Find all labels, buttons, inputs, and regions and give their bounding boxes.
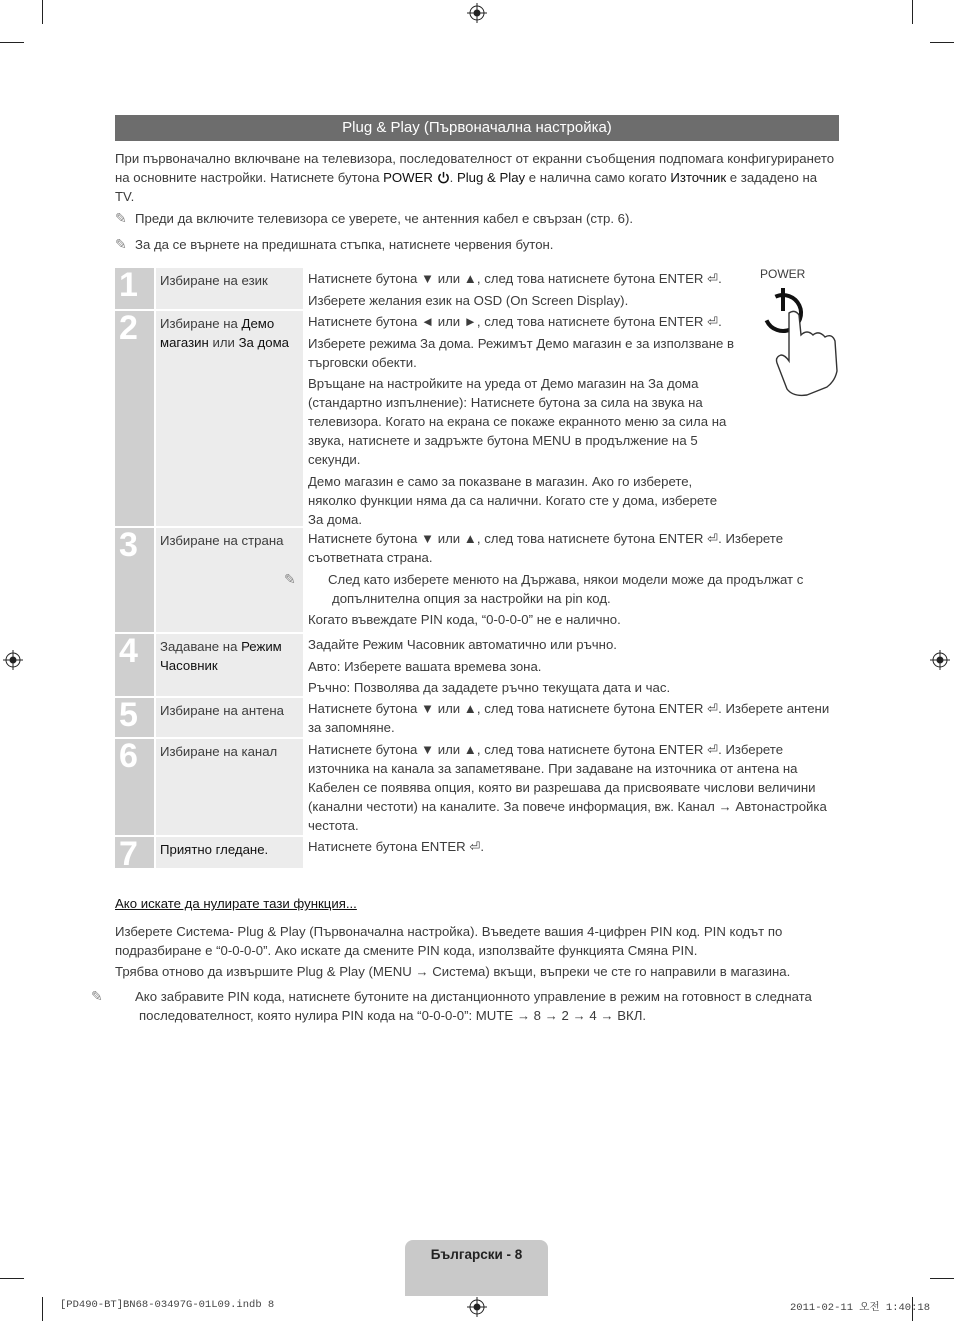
step-number: 1 (115, 268, 154, 309)
note-pencil-icon: ✎ (91, 988, 103, 1004)
step-label: Избиране на Демо магазин или За дома (156, 311, 303, 526)
step-description: Натиснете бутона ▼ или ▲, след това натиснете бутона ENTER ⏎. Изберете съответната страна. ✎ След като изберете менюто на Държава, някои модели може да продължат с допълнителна опция за настройки на pin код. Когато въвеждате PIN кода, “0-0-0-0” не е налично. (284, 531, 804, 627)
crop-mark (930, 1278, 954, 1279)
crop-mark (0, 42, 24, 43)
step-number: 4 (115, 634, 154, 696)
registration-mark-icon (3, 650, 23, 670)
section-title: Plug & Play (Първоначална настройка) (115, 115, 839, 141)
note-back: ✎ За да се върнете на предишната стъпка, натиснете червения бутон. (115, 236, 554, 252)
crop-mark (930, 42, 954, 43)
note-pencil-icon: ✎ (115, 236, 127, 252)
step-label: Избиране на страна (156, 528, 303, 632)
step-label: Приятно гледане. (156, 837, 303, 868)
step-description: Натиснете бутона ▼ или ▲, след това натиснете бутона ENTER ⏎. Изберете източника на канала за запаметяване. При задаване на източника от антена на Кабелен се появява опция, която ви разрешава да присвоявате числови величини (канални честоти) на каналите. За повече информация, вж. Канал → Автонастройка честота. (308, 742, 827, 833)
step-description: Натиснете бутона ▼ или ▲, след това натиснете бутона ENTER ⏎. Изберете антени за запомняне. (308, 701, 830, 735)
step-number: 7 (115, 837, 154, 868)
step-number: 2 (115, 311, 154, 526)
step-description: Натиснете бутона ENTER ⏎. (308, 839, 485, 854)
power-icon (437, 171, 450, 184)
step-description: Задайте Режим Часовник автоматично или ръчно. Авто: Изберете вашата времева зона. Ръчно: Позволява да зададете ръчно текущата дата и час. (308, 637, 671, 695)
step-description: Натиснете бутона ▼ или ▲, след това натиснете бутона ENTER ⏎. Изберете желания език на OSD (On Screen Display). (308, 271, 722, 308)
step-number: 5 (115, 698, 154, 737)
power-label: POWER (760, 267, 806, 281)
step-description: Натиснете бутона ◄ или ►, след това натиснете бутона ENTER ⏎. Изберете режима За дома. Режимът Демо магазин е за използване в търговски обекти. Връщане на настройките на уреда от Демо магазин на За дома (стандартно изпълнение): Натиснете бутона за сила на звука на телевизора. Когато на екрана се покаже екранното меню за сила на звука, натиснете и задръжте бутона MENU в продължение на 5 секунди. Демо магазин е само за показване в магазин. Ако го изберете, няколко функции няма да са налични. Когато сте у дома, изберете За дома. (308, 314, 734, 527)
step-number: 3 (115, 528, 154, 632)
crop-mark (0, 1278, 24, 1279)
reset-note: ✎ Ако забравите PIN кода, натиснете бутоните на дистанционното управление в режим на готовност в следната последователност, която нулира PIN кода на “0-0-0-0”: MUTE → 8 → 2 → 4 → ВКЛ. (91, 988, 812, 1023)
crop-mark (912, 0, 913, 24)
crop-mark (42, 1297, 43, 1321)
registration-mark-icon (467, 1297, 487, 1317)
reset-paragraph: Трябва отново да извършите Plug & Play (MENU → Система) вкъщи, въпреки че сте го направили в магазина. (115, 964, 791, 979)
reset-paragraph: Изберете Система- Plug & Play (Първоначална настройка). Въведете вашия 4-цифрен PIN код. PIN кодът по подразбиране е “0-0-0-0”. Ако искате да смените PIN кода, използвайте функцията Смяна PIN. (115, 924, 783, 958)
step-label: Избиране на антена (156, 698, 303, 737)
step-label: Избиране на език (156, 268, 303, 309)
footer-timestamp: 2011-02-11 오전 1:40:18 (790, 1302, 931, 1314)
step-label: Избиране на канал (156, 739, 303, 835)
note-pencil-icon: ✎ (115, 210, 127, 226)
footer-filename: [PD490-BT]BN68-03497G-01L09.indb 8 (60, 1299, 275, 1311)
reset-heading: Ако искате да нулирате тази функция... (115, 896, 357, 911)
note-antenna: ✎ Преди да включите телевизора се уверете, че антенния кабел е свързан (стр. 6). (115, 210, 634, 226)
intro-paragraph: При първоначално включване на телевизора, последователност от екранни съобщения подпомага конфигурирането на основните настройки. Натиснете бутона POWER . Plug & Play е налична само когато Източник е зададено на TV. (115, 151, 835, 204)
registration-mark-icon (467, 3, 487, 23)
step-label: Задаване на Режим Часовник (156, 634, 303, 696)
step-number: 6 (115, 739, 154, 835)
note-pencil-icon: ✎ (284, 570, 296, 587)
crop-mark (42, 0, 43, 24)
page-number-tab: Български - 8 (405, 1240, 548, 1296)
registration-mark-icon (930, 650, 950, 670)
